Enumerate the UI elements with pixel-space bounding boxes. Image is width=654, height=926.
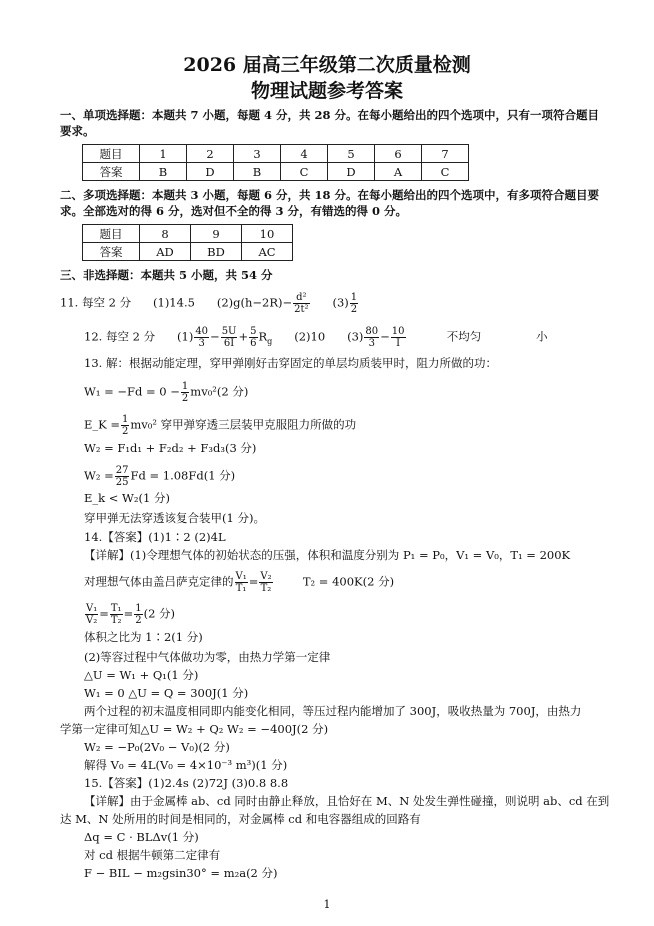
table-header-cell: 题目	[83, 145, 140, 163]
question-number: 10	[242, 225, 293, 243]
equation-text: 对理想气体由盖吕萨克定律的	[84, 574, 234, 589]
q12-answer-3-word: 不均匀	[446, 329, 482, 344]
q11-answer-2-prefix: (2)g(h−2R)−	[216, 295, 293, 310]
fraction-numerator: T₁	[110, 603, 122, 614]
answer-cell: BD	[191, 243, 242, 261]
table-row	[83, 243, 293, 261]
section1-heading-cont: 要求。	[60, 124, 95, 138]
question-number: 2	[187, 145, 234, 163]
equation-text: W₂ =	[84, 468, 114, 483]
fraction-numerator: 1	[350, 292, 358, 303]
operator: −	[210, 329, 220, 344]
q11-answer-3-prefix: (3)	[332, 295, 349, 310]
table-row	[83, 225, 293, 243]
question-number: 1	[140, 145, 187, 163]
answer-cell: AD	[140, 243, 191, 261]
q12-answer-1-prefix: (1)	[177, 329, 194, 344]
subscript: g	[267, 336, 273, 346]
fraction-denominator: 2	[350, 304, 358, 315]
q15-line-1: Δq = C · BLΔv(1 分)	[84, 830, 199, 844]
fraction-numerator: 80	[365, 326, 379, 337]
fraction-denominator: 3	[198, 338, 205, 349]
q13-equation-2	[84, 414, 356, 437]
q11-fraction	[350, 292, 358, 315]
table-header-cell: 答案	[83, 163, 140, 181]
section3-heading: 三、非选择题：本题共 5 小题，共 54 分	[60, 268, 273, 282]
answer-cell: B	[140, 163, 187, 181]
question-number: 7	[422, 145, 469, 163]
q13-equation-5: E_k < W₂(1 分)	[84, 491, 170, 505]
q14-fraction	[110, 603, 123, 626]
q12-fraction	[249, 326, 257, 349]
q14-fraction	[259, 571, 272, 594]
q14-detail-1: 【详解】(1)令理想气体的初始状态的压强，体积和温度分别为 P₁ = P₀，V₁ = V₀，T₁ = 200K	[84, 548, 571, 562]
fraction-denominator: T₂	[110, 615, 122, 626]
question-number: 6	[375, 145, 422, 163]
section2-heading-cont: 求。全部选对的得 6 分，选对但不全的得 3 分，有错选的得 0 分。	[60, 204, 408, 218]
q13-equation-4	[84, 465, 235, 488]
table-header-cell: 题目	[83, 225, 140, 243]
q11-answer-line	[60, 292, 359, 315]
fraction-denominator: 2	[135, 615, 142, 626]
equation-text: W₁ = −Fd = 0 −	[84, 384, 180, 399]
fraction-denominator: 6I	[223, 338, 235, 349]
fraction-numerator: V₁	[86, 603, 98, 614]
q15-detail-2: 达 M、N 处所用的时间是相同的，对金属棒 cd 和电容器组成的回路有	[60, 812, 421, 826]
answer-cell: D	[328, 163, 375, 181]
fraction-numerator: d²	[293, 292, 309, 304]
fraction-denominator: 25	[115, 477, 129, 488]
fraction-numerator: 10	[391, 326, 405, 337]
q12-answer-3-prefix: (3)	[347, 329, 364, 344]
q14-line-6: 学第一定律可知△U = W₂ + Q₂ W₂ = −400J(2 分)	[60, 722, 329, 736]
fraction-denominator: 3	[368, 338, 375, 349]
q13-fraction	[115, 465, 130, 488]
answer-cell: B	[234, 163, 281, 181]
table-header-cell: 答案	[83, 243, 140, 261]
q14-ratio	[84, 603, 175, 626]
page-number: 1	[323, 898, 331, 911]
q14-line-1: 体积之比为 1∶2(1 分)	[84, 630, 203, 644]
fraction-numerator: 1	[122, 414, 129, 425]
operator: −	[380, 329, 390, 344]
q13-intro: 13. 解：根据动能定理，穿甲弹刚好击穿固定的单层均质装甲时，阻力所做的功：	[84, 356, 497, 370]
q14-line-3: △U = W₁ + Q₁(1 分)	[84, 668, 199, 682]
operator: =	[123, 606, 134, 621]
question-number: 9	[191, 225, 242, 243]
section1-heading: 一、单项选择题：本题共 7 小题，每题 4 分，共 28 分。在每小题给出的四个选项中，只有一项符合题目	[60, 108, 600, 122]
q12-fraction	[194, 326, 209, 349]
q12-answer-4-word: 小	[536, 329, 548, 344]
fraction-numerator: 27	[115, 465, 129, 476]
q15-detail-1: 【详解】由于金属棒 ab、cd 同时由静止释放，且恰好在 M、N 处发生弹性碰撞，则说明 ab、cd 在到	[84, 794, 610, 808]
q14-line-8: 解得 V₀ = 4L(V₀ = 4×10⁻³ m³)(1 分)	[84, 758, 288, 772]
equation-text: mv₀²(2 分)	[190, 384, 249, 399]
equation-text: Fd = 1.08Fd(1 分)	[130, 468, 236, 483]
q11-lead: 11. 每空 2 分	[60, 295, 132, 310]
fraction-numerator: 5U	[221, 326, 237, 337]
variable: R	[258, 329, 268, 344]
answer-cell: C	[281, 163, 328, 181]
equation-text: mv₀² 穿甲弹穿透三层装甲克服阻力所做的功	[130, 417, 357, 432]
answer-cell: AC	[242, 243, 293, 261]
question-number: 5	[328, 145, 375, 163]
q14-line-5: 两个过程的初末温度相同即内能变化相同，等压过程内能增加了 300J，吸收热量为 700J，由热力	[84, 704, 582, 718]
q13-conclusion: 穿甲弹无法穿透该复合装甲(1 分)。	[84, 511, 265, 525]
fraction-denominator: 2t²	[294, 304, 309, 315]
table-row	[83, 145, 469, 163]
answer-cell: C	[422, 163, 469, 181]
fraction-numerator: 1	[135, 603, 142, 614]
q14-detail-2	[84, 571, 394, 594]
fraction-denominator: 2	[122, 426, 129, 437]
fraction-denominator: T₁	[235, 583, 247, 594]
q14-answer: 14.【答案】(1)1∶2 (2)4L	[84, 530, 226, 544]
operator: +	[238, 329, 249, 344]
operator: =	[99, 606, 109, 621]
equation-text: (2 分)	[143, 606, 176, 621]
fraction-denominator: T₂	[260, 583, 272, 594]
fraction-denominator: 6	[250, 338, 257, 349]
q14-fraction	[85, 603, 98, 626]
fraction-denominator: I	[396, 338, 401, 349]
q12-fraction	[364, 326, 379, 349]
fraction-numerator: 40	[195, 326, 209, 337]
fraction-numerator: V₁	[235, 571, 247, 582]
q15-line-2: 对 cd 根据牛顿第二定律有	[84, 848, 221, 862]
q13-equation-3: W₂ = F₁d₁ + F₂d₂ + F₃d₃(3 分)	[84, 441, 257, 455]
question-number: 4	[281, 145, 328, 163]
fraction-denominator: 2	[181, 393, 189, 404]
q14-line-7: W₂ = −P₀(2V₀ − V₀)(2 分)	[84, 740, 230, 754]
answer-cell: A	[375, 163, 422, 181]
operator: =	[248, 574, 259, 589]
fraction-numerator: 5	[250, 326, 257, 337]
q12-answer-2: (2)10	[294, 329, 326, 344]
table-row	[83, 163, 469, 181]
equation-text: E_K =	[84, 417, 121, 432]
question-number: 8	[140, 225, 191, 243]
q12-fraction	[391, 326, 406, 349]
q14-line-2: (2)等容过程中气体做功为零，由热力学第一定律	[84, 650, 331, 664]
answer-cell: D	[187, 163, 234, 181]
q12-fraction	[221, 326, 238, 349]
q13-fraction	[121, 414, 129, 437]
q14-fraction	[235, 571, 248, 594]
q11-answer-1: (1)14.5	[153, 295, 195, 310]
fraction-numerator: V₂	[260, 571, 272, 582]
q12-lead: 12. 每空 2 分	[84, 329, 156, 344]
exam-subtitle: 物理试题参考答案	[250, 80, 403, 102]
q15-line-3: F − BIL − m₂gsin30° = m₂a(2 分)	[84, 866, 278, 880]
q12-answer-line	[84, 326, 548, 349]
exam-title: 2026 届高三年级第二次质量检测	[183, 54, 471, 76]
section2-heading: 二、多项选择题：本题共 3 小题，每题 6 分，共 18 分。在每小题给出的四个选项中，有多项符合题目要	[60, 188, 600, 202]
fraction-denominator: V₂	[86, 615, 98, 626]
q11-fraction	[293, 292, 309, 315]
section2-answer-table	[82, 224, 293, 261]
q14-line-4: W₁ = 0 △U = Q = 300J(1 分)	[84, 686, 249, 700]
equation-text: T₂ = 400K(2 分)	[302, 574, 395, 589]
question-number: 3	[234, 145, 281, 163]
q13-fraction	[181, 381, 189, 404]
section1-answer-table	[82, 144, 469, 181]
q14-fraction	[134, 603, 142, 626]
fraction-numerator: 1	[181, 381, 189, 392]
q15-answer: 15.【答案】(1)2.4s (2)72J (3)0.8 8.8	[84, 776, 289, 790]
q13-equation-1	[84, 381, 248, 404]
